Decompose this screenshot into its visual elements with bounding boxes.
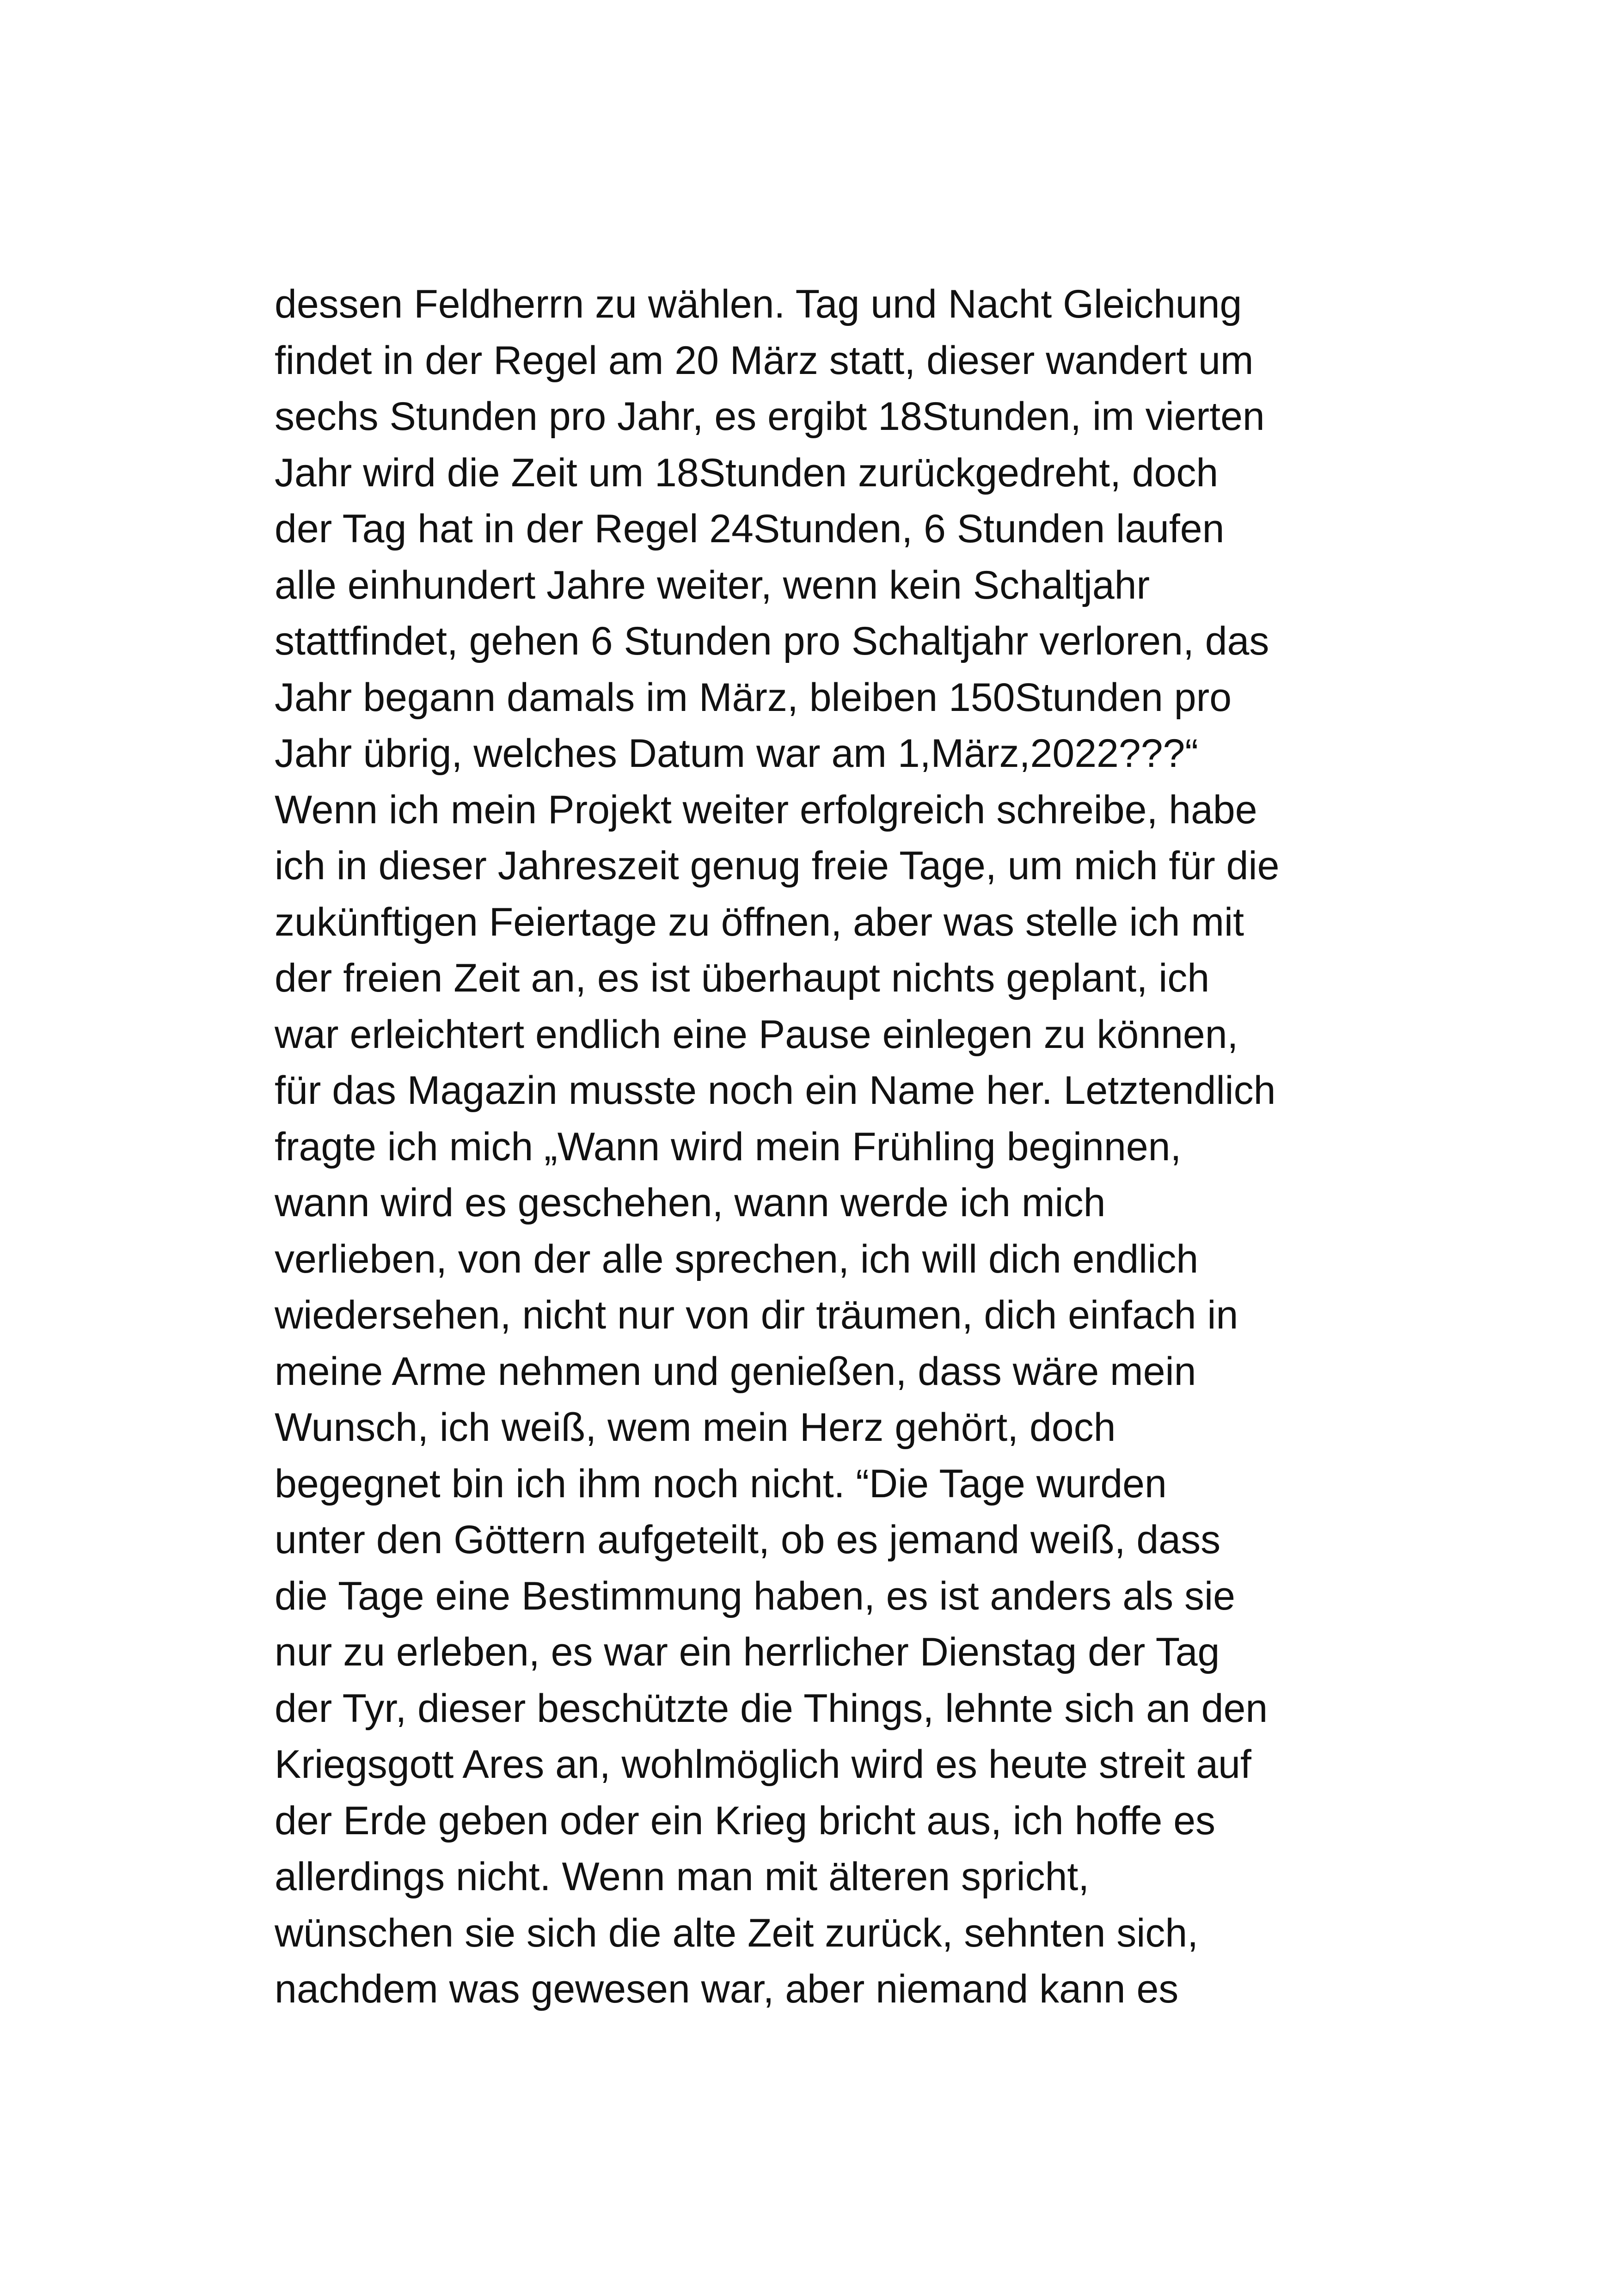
body-text	[275, 276, 1384, 2018]
text-line: wiedersehen, nicht nur von dir träumen, dich einfach in	[275, 1293, 1238, 1337]
text-line: der Tag hat in der Regel 24Stunden, 6 Stunden laufen	[275, 507, 1225, 551]
text-line: Wenn ich mein Projekt weiter erfolgreich schreibe, habe	[275, 787, 1257, 832]
text-line: begegnet bin ich ihm noch nicht. “Die Tage wurden	[275, 1461, 1167, 1506]
text-line: dessen Feldherrn zu wählen. Tag und Nacht Gleichung	[275, 282, 1242, 326]
text-line: alle einhundert Jahre weiter, wenn kein Schaltjahr	[275, 563, 1150, 607]
text-line: Jahr wird die Zeit um 18Stunden zurückgedreht, doch	[275, 450, 1219, 495]
text-line: wann wird es geschehen, wann werde ich mich	[275, 1181, 1106, 1225]
text-line: fragte ich mich „Wann wird mein Frühling beginnen,	[275, 1124, 1182, 1169]
text-line: Wunsch, ich weiß, wem mein Herz gehört, doch	[275, 1405, 1116, 1450]
text-line: der freien Zeit an, es ist überhaupt nichts geplant, ich	[275, 956, 1210, 1000]
text-line: stattfindet, gehen 6 Stunden pro Schaltjahr verloren, das	[275, 619, 1269, 663]
text-line: war erleichtert endlich eine Pause einlegen zu können,	[275, 1012, 1238, 1057]
text-line: die Tage eine Bestimmung haben, es ist anders als sie	[275, 1574, 1235, 1618]
text-line: unter den Göttern aufgeteilt, ob es jemand weiß, dass	[275, 1518, 1221, 1562]
text-line: für das Magazin musste noch ein Name her. Letztendlich	[275, 1068, 1276, 1113]
text-line: nachdem was gewesen war, aber niemand kann es	[275, 1967, 1179, 2011]
text-line: Jahr übrig, welches Datum war am 1,März,2022???“	[275, 731, 1198, 776]
text-line: ich in dieser Jahreszeit genug freie Tage, um mich für die	[275, 844, 1280, 888]
text-line: der Erde geben oder ein Krieg bricht aus, ich hoffe es	[275, 1798, 1216, 1843]
text-line: sechs Stunden pro Jahr, es ergibt 18Stunden, im vierten	[275, 394, 1265, 439]
text-line: wünschen sie sich die alte Zeit zurück, sehnten sich,	[275, 1910, 1199, 1955]
text-line: nur zu erleben, es war ein herrlicher Dienstag der Tag	[275, 1630, 1220, 1674]
text-line: Jahr begann damals im März, bleiben 150Stunden pro	[275, 675, 1232, 720]
text-line: Kriegsgott Ares an, wohlmöglich wird es heute streit auf	[275, 1742, 1251, 1787]
text-line: allerdings nicht. Wenn man mit älteren spricht,	[275, 1855, 1090, 1899]
text-line: meine Arme nehmen und genießen, dass wäre mein	[275, 1349, 1196, 1394]
text-line: verlieben, von der alle sprechen, ich will dich endlich	[275, 1237, 1199, 1281]
text-line: findet in der Regel am 20 März statt, dieser wandert um	[275, 338, 1254, 383]
text-line: der Tyr, dieser beschützte die Things, lehnte sich an den	[275, 1686, 1268, 1731]
text-line: zukünftigen Feiertage zu öffnen, aber was stelle ich mit	[275, 900, 1244, 944]
